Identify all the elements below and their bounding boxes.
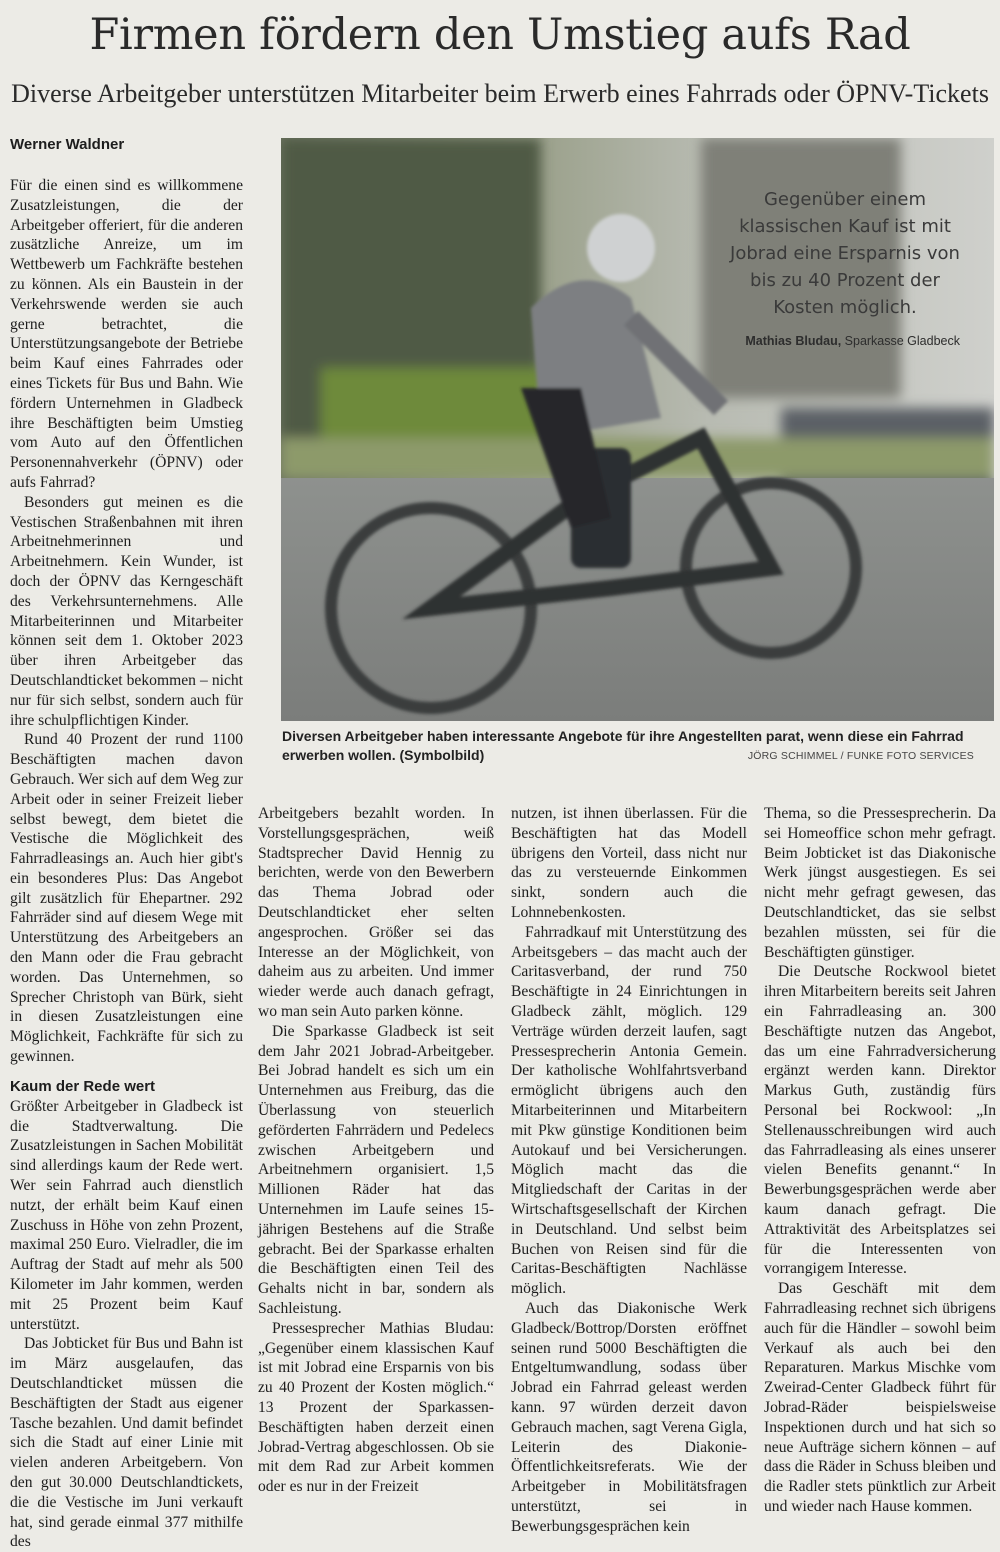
paragraph: Pressesprecher Mathias Bludau: „Gegenüber einem klassischen Kauf ist mit Jobrad eine Ersparnis von bis zu 40 Prozent der Kosten möglich.“ 13 Prozent der Sparkassen-Beschäftigten haben derzeit einen Jobrad-Vertrag abgeschlossen. Ob sie mit dem Rad zur Arbeit kommen oder es nur in der Freizeit	[258, 1319, 494, 1496]
photo-credit: JÖRG SCHIMMEL / FUNKE FOTO SERVICES	[747, 750, 974, 762]
headline: Firmen fördern den Umstieg aufs Rad	[89, 10, 911, 60]
article-column-2	[258, 804, 494, 1496]
article-column-4	[764, 804, 996, 1515]
quote-author: Mathias Bludau,	[745, 334, 842, 348]
quote-affiliation: Sparkasse Gladbeck	[844, 334, 960, 348]
pull-quote: Gegenüber einem klassischen Kauf ist mit Jobrad eine Ersparnis von bis zu 40 Prozent der Kosten möglich.	[730, 189, 960, 318]
paragraph: Thema, so die Pressesprecherin. Da sei Homeoffice schon mehr gefragt. Beim Jobticket ist das Diakonische Werk jüngst ausgestiegen. Es sei nicht mehr gefragt gewesen, das Deutschlandticket, das sie selbst bezahlen müssten, sei für die Beschäftigten günstiger.	[764, 805, 996, 961]
paragraph: Für die einen sind es willkommene Zusatzleistungen, die der Arbeitgeber offeriert, für die anderen zusätzliche Anreize, um im Wettbewerb um Fachkräfte bestehen zu können. Als ein Baustein in der Verkehrswende werden sie auch gerne betrachtet, die Unterstützungsangebote der Betriebe beim Kauf eines Fahrrades oder eines Tickets für Bus und Bahn. Wie fördern Unternehmen in Gladbeck ihre Beschäftigten beim Umstieg vom Auto auf den Öffentlichen Personennahverkehr (ÖPNV) oder aufs Fahrrad?	[10, 177, 243, 491]
paragraph: Rund 40 Prozent der rund 1100 Beschäftigten machen davon Gebrauch. Wer sich auf dem Weg zur Arbeit oder in seiner Freizeit lieber selbst bewegt, dem bietet die Vestische die Möglichkeit des Fahrradleasings an. Auch hier gibt's ein besonderes Plus: Das Angebot gilt zusätzlich für Ehepartner. 292 Fahrräder sind auf diesem Wege mit Unterstützung des Arbeitgebers an den Mann oder die Frau gebracht worden. Das Unternehmen, so Sprecher Christoph van Bürk, sieht in diesen Zusatzleistungen eine Möglichkeit, Fachkräfte für sich zu gewinnen.	[10, 731, 243, 1066]
author-byline: Werner Waldner	[10, 136, 125, 153]
paragraph: Die Sparkasse Gladbeck ist seit dem Jahr 2021 Jobrad-Arbeitgeber. Bei Jobrad handelt es sich um ein Unternehmen aus Freiburg, das die Überlassung von steuerlich geförderten Fahrrädern und Pedelecs zwischen Arbeitgebern und Arbeitnehmern organisiert. 1,5 Millionen Räder hat das Unternehmen im Laufe seines 15-jährigen Bestehens auf die Straße gebracht. Bei der Sparkasse erhalten die Beschäftigten einen Teil des Gehalts nicht in bar, sondern als Sachleistung.	[258, 1022, 494, 1317]
paragraph: nutzen, ist ihnen überlassen. Für die Beschäftigten hat das Modell übrigens den Vorteil, dass nicht nur das zu versteuernde Einkommen sinkt, sondern auch die Lohnnebenkosten.	[511, 805, 747, 921]
article-column-3	[511, 804, 747, 1535]
article-column-1	[10, 176, 243, 1551]
photo-caption: Diversen Arbeitgeber haben interessante Angebote für ihre Angestellten parat, wenn diese ein Fahrrad erwerben wollen. (Symbolbild)	[282, 728, 964, 763]
paragraph: Auch das Diakonische Werk Gladbeck/Bottrop/Dorsten eröffnet seinen rund 5000 Beschäftigten die Entgeltumwandlung, sodass über Jobrad ein Fahrrad geleast werden kann. 97 würden derzeit davon Gebrauch machen, sagt Verena Gigla, Leiterin des Diakonie-Öffentlichkeitsreferats. Wie der Arbeitgeber in Mobilitätsfragen unterstützt, sei in Bewerbungsgesprächen kein	[511, 1299, 747, 1535]
paragraph: Die Deutsche Rockwool bietet ihren Mitarbeitern bereits seit Jahren ein Fahrradleasing an. 300 Beschäftigte nutzen das Angebot, das um eine Fahrradversicherung ergänzt werden kann. Direktor Markus Guth, zuständig fürs Personal bei Rockwool: „In Stellenausschreibungen wird auch das Fahrradleasing als eines unserer vielen Benefits genannt.“ In Bewerbungsgesprächen werde aber kaum danach gefragt. Die Attraktivität des Arbeitsplatzes sei für die Interessenten von vorrangigem Interesse.	[764, 963, 996, 1278]
paragraph: Größter Arbeitgeber in Gladbeck ist die Stadtverwaltung. Die Zusatzleistungen in Sachen Mobilität sind allerdings kaum der Rede wert. Wer sein Fahrrad auch dienstlich nutzt, der erhält beim Kauf einen Zuschuss in Höhe von zehn Prozent, maximal 250 Euro. Vielradler, die im Auftrag der Stadt auf mehr als 500 Kilometer im Jahr kommen, werden mit 25 Prozent beim Kauf unterstützt.	[10, 1097, 243, 1333]
paragraph: Arbeitgebers bezahlt worden. In Vorstellungsgesprächen, weiß Stadtsprecher David Hennig zu berichten, werde von den Bewerbern das Thema Jobrad oder Deutschlandticket eher selten angesprochen. Größer sei das Interesse an der Möglichkeit, von daheim aus zu arbeiten. Und immer wieder werde auch danach gefragt, wo man sein Auto parken könne.	[258, 805, 494, 1020]
subheading: Kaum der Rede wert	[10, 1077, 156, 1095]
pull-quote-source	[700, 332, 960, 350]
paragraph: Besonders gut meinen es die Vestischen Straßenbahnen mit ihren Arbeitnehmerinnen und Arbeitnehmern. Kein Wunder, ist doch der ÖPNV das Kerngeschäft des Verkehrsunternehmens. Alle Mitarbeiterinnen und Mitarbeiter können seit dem 1. Oktober 2023 über ihren Arbeitgeber das Deutschlandticket bekommen – nicht nur für sich selbst, sondern auch für ihre schulpflichtigen Kinder.	[10, 493, 243, 729]
paragraph: Das Jobticket für Bus und Bahn ist im März ausgelaufen, das Deutschlandticket müssen die Beschäftigten der Stadt aus eigener Tasche bezahlen. Und damit befindet sich die Stadt auf einer Linie mit vielen anderen Arbeitgebern. Von den gut 30.000 Deutschlandtickets, die die Vestische im Juni verkauft hat, sind gerade einmal 377 mithilfe des	[10, 1335, 243, 1551]
subheadline: Diverse Arbeitgeber unterstützen Mitarbeiter beim Erwerb eines Fahrrads oder ÖPNV-Tickets	[11, 79, 989, 108]
paragraph: Das Geschäft mit dem Fahrradleasing rechnet sich übrigens auch für die Händler – sowohl beim Verkauf als auch bei den Reparaturen. Markus Mischke vom Zweirad-Center Gladbeck führt für Jobrad-Räder beispielsweise Inspektionen durch und hat sich so neue Aufträge sichern können – auf dass die Räder in Schuss bleiben und die Radler stets pünktlich zur Arbeit und wieder nach Hause kommen.	[764, 1280, 996, 1515]
paragraph: Fahrradkauf mit Unterstützung des Arbeitsgebers – das macht auch der Caritasverband, der rund 750 Beschäftigte in 24 Einrichtungen in Gladbeck zählt, möglich. 129 Verträge würden derzeit laufen, sagt Pressesprecherin Antonia Gemein. Der katholische Wohlfahrtsverband ermöglicht übrigens auch den Mitarbeiterinnen und Mitarbeitern mit Pkw günstige Konditionen beim Autokauf und bei Versicherungen. Möglich macht das die Mitgliedschaft der Caritas in der Wirtschaftsgesellschaft der Kirchen in Deutschland. Und selbst beim Buchen von Reisen sind für die Caritas-Beschäftigten Nachlässe möglich.	[511, 923, 747, 1298]
